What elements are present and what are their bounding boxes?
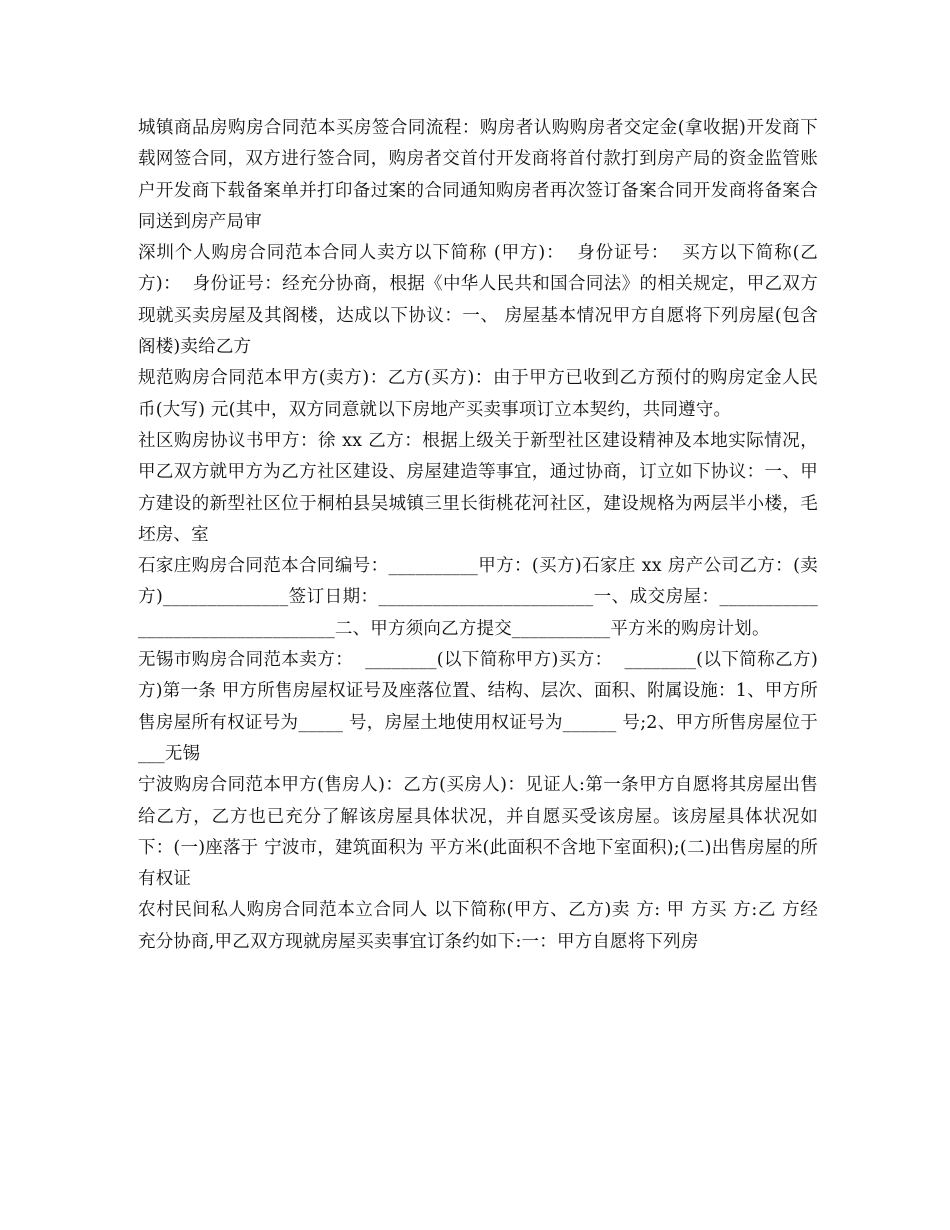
paragraph-shenzhen-personal-contract: 深圳个人购房合同范本合同人卖方以下简称 (甲方)： 身份证号： 买方以下简称(乙方)： 身份证号：经充分协商，根据《中华人民共和国合同法》的相关规定，甲乙双方现就买卖房屋及其阁楼，达成以下协议：一、 房屋基本情况甲方自愿将下列房屋(包含阁楼)卖给乙方	[138, 243, 818, 358]
paragraph-shijiazhuang-contract: 石家庄购房合同范本合同编号：__________甲方：(买方)石家庄 xx 房产公司乙方：(卖方)______________签订日期：________________________一、成交房屋：_________________________________二、甲方须向乙方提交___________平方米的购房计划。	[138, 556, 818, 639]
document-body	[138, 113, 824, 958]
paragraph-wuxi-contract: 无锡市购房合同范本卖方： ________(以下简称甲方)买方： ________(以下简称乙方) 方)第一条 甲方所售房屋权证号及座落位置、结构、层次、面积、附属设施：1、甲方所售房屋所有权证号为_____ 号，房屋土地使用权证号为______ 号;2、甲方所售房屋位于___无锡	[138, 650, 824, 764]
paragraph-urban-commercial-housing: 城镇商品房购房合同范本买房签合同流程：购房者认购购房者交定金(拿收据)开发商下载网签合同，双方进行签合同，购房者交首付开发商将首付款打到房产局的资金监管账户开发商下载备案单并打印备过案的合同通知购房者再次签订备案合同开发商将备案合同送到房产局审	[138, 118, 818, 232]
paragraph-rural-private-contract: 农村民间私人购房合同范本立合同人 以下简称(甲方、乙方)卖 方: 甲 方买 方:乙 方经充分协商,甲乙双方现就房屋买卖事宜订条约如下:一：甲方自愿将下列房	[138, 900, 818, 952]
paragraph-ningbo-contract: 宁波购房合同范本甲方(售房人)：乙方(买房人)：见证人:第一条甲方自愿将其房屋出售给乙方，乙方也已充分了解该房屋具体状况，并自愿买受该房屋。该房屋具体状况如下：(一)座落于 宁波市，建筑面积为 平方米(此面积不含地下室面积);(二)出售房屋的所有权证	[138, 775, 818, 890]
paragraph-standard-contract: 规范购房合同范本甲方(卖方)：乙方(买方)：由于甲方已收到乙方预付的购房定金人民币(大写) 元(其中，双方同意就以下房地产买卖事项订立本契约，共同遵守。	[138, 368, 818, 420]
paragraph-community-agreement: 社区购房协议书甲方：徐 xx 乙方：根据上级关于新型社区建设精神及本地实际情况，甲乙双方就甲方为乙方社区建设、房屋建造等事宜，通过协商，订立如下协议：一、甲方建设的新型社区位于桐柏县吴城镇三里长街桃花河社区，建设规格为两层半小楼，毛坯房、室	[138, 430, 818, 545]
